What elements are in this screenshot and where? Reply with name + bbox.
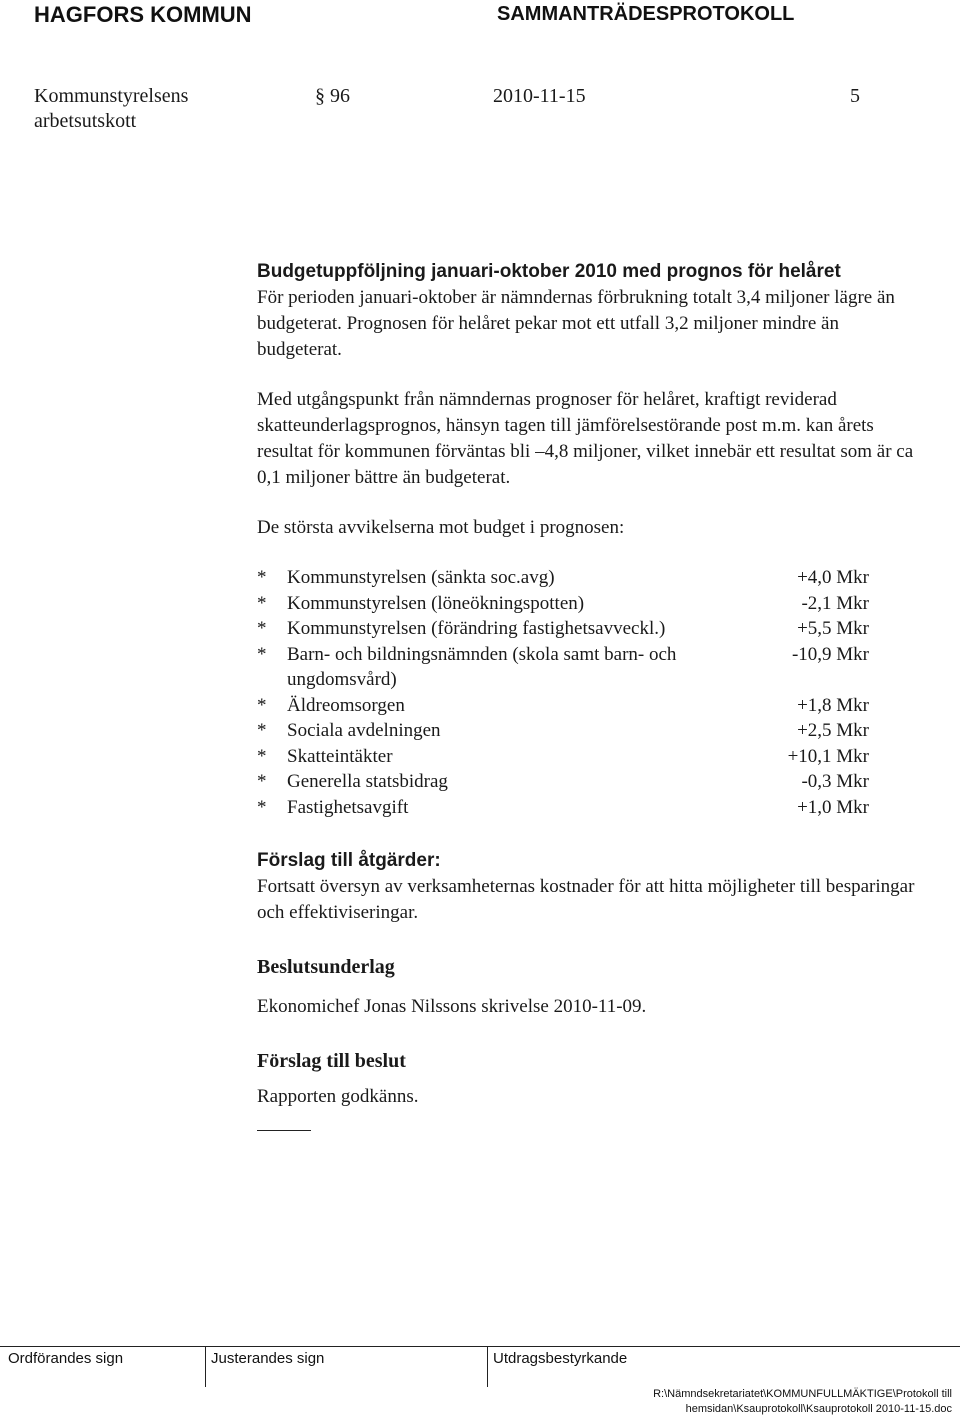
meeting-body-line2: arbetsutskott — [34, 110, 137, 132]
adjuster-signature-label: Justerandes sign — [211, 1350, 325, 1367]
protocol-content — [257, 259, 917, 1110]
deviation-value: +4,0 Mkr — [797, 567, 869, 588]
extract-certifier-label: Utdragsbestyrkande — [493, 1350, 628, 1367]
deviations-intro: De största avvikelserna mot budget i prognosen: — [257, 517, 625, 538]
bullet-marker: * — [257, 567, 267, 588]
file-path-line1: R:\Nämndsekretariatet\KOMMUNFULLMÄKTIGE\Protokoll till — [653, 1388, 952, 1400]
actions-text: Fortsatt översyn av verksamheternas kostnader för att hitta möjligheter till besparingar och effektiviseringar. — [257, 876, 915, 923]
deviation-label: Skatteintäkter — [287, 745, 393, 767]
bullet-marker: * — [257, 720, 267, 741]
deviation-label: Kommunstyrelsen (förändring fastighetsavveckl.) — [287, 618, 666, 639]
meeting-body-line1: Kommunstyrelsens — [34, 85, 189, 107]
chair-signature-label: Ordförandes sign — [8, 1350, 124, 1367]
bullet-marker: * — [257, 745, 267, 767]
bullet-marker: * — [257, 618, 267, 639]
result-paragraph: Med utgångspunkt från nämndernas prognoser för helåret, kraftigt reviderad skatteunderlagsprognos, hänsyn tagen till jämförelsestörande post m.m. kan årets resultat för kommunen förväntas bli –4,8 miljoner, vilket innebär ett resultat som är ca 0,1 miljoner bättre än budgeterat. — [257, 389, 914, 488]
deviation-value: +5,5 Mkr — [797, 618, 869, 639]
document-type: SAMMANTRÄDESPROTOKOLL — [497, 3, 795, 25]
deviation-list — [257, 565, 869, 820]
deviation-item — [257, 769, 869, 795]
deviation-item — [257, 795, 869, 821]
meeting-date: 2010-11-15 — [493, 85, 586, 107]
proposal-heading: Förslag till beslut — [257, 1050, 406, 1072]
deviation-label: Äldreomsorgen — [287, 694, 405, 716]
deviation-label: Fastighetsavgift — [287, 796, 409, 818]
deviation-value: -10,9 Mkr — [791, 643, 869, 665]
footer-divider — [487, 1346, 488, 1387]
file-path — [653, 1387, 952, 1417]
deviation-value: +1,0 Mkr — [797, 796, 869, 818]
deviation-label: Kommunstyrelsen (sänkta soc.avg) — [287, 567, 555, 588]
deviation-value: +1,8 Mkr — [797, 694, 869, 716]
deviation-value: +10,1 Mkr — [787, 745, 869, 767]
summary-paragraph: För perioden januari-oktober är nämndernas förbrukning totalt 3,4 miljoner lägre än budgeterat. Prognosen för helåret pekar mot ett utfall 3,2 miljoner mindre än budgeterat. — [257, 287, 895, 360]
deviation-item — [257, 693, 869, 719]
actions-heading: Förslag till åtgärder: — [257, 850, 441, 871]
section-title: Budgetuppföljning januari-oktober 2010 med prognos för helåret — [257, 261, 841, 282]
end-rule — [257, 1130, 311, 1131]
file-path-line2: hemsidan\Ksauprotokoll\Ksauprotokoll 2010-11-15.doc — [685, 1403, 952, 1415]
footer-rule — [0, 1346, 960, 1347]
deviation-label: Sociala avdelningen — [287, 720, 441, 741]
basis-heading: Beslutsunderlag — [257, 956, 395, 978]
paragraph-number: § 96 — [315, 85, 350, 107]
deviation-item — [257, 591, 869, 617]
basis-text: Ekonomichef Jonas Nilssons skrivelse 2010-11-09. — [257, 996, 647, 1017]
bullet-marker: * — [257, 592, 267, 614]
meeting-body — [34, 84, 234, 134]
deviation-item — [257, 616, 869, 642]
footer-divider — [205, 1346, 206, 1387]
deviation-label: Kommunstyrelsen (löneökningspotten) — [287, 592, 585, 614]
deviation-item — [257, 565, 869, 591]
proposal-text: Rapporten godkänns. — [257, 1086, 419, 1107]
deviation-item — [257, 642, 869, 693]
deviation-item — [257, 744, 869, 770]
bullet-marker: * — [257, 796, 267, 818]
page-number: 5 — [850, 85, 860, 107]
bullet-marker: * — [257, 643, 267, 665]
deviation-item — [257, 718, 869, 744]
deviation-value: -0,3 Mkr — [801, 771, 869, 792]
deviation-label: Barn- och bildningsnämnden (skola samt barn- och ungdomsvård) — [287, 643, 677, 690]
deviation-value: +2,5 Mkr — [797, 720, 869, 741]
bullet-marker: * — [257, 771, 267, 792]
bullet-marker: * — [257, 694, 267, 716]
deviation-label: Generella statsbidrag — [287, 771, 448, 792]
municipality-name: HAGFORS KOMMUN — [34, 2, 252, 27]
deviation-value: -2,1 Mkr — [801, 592, 869, 614]
